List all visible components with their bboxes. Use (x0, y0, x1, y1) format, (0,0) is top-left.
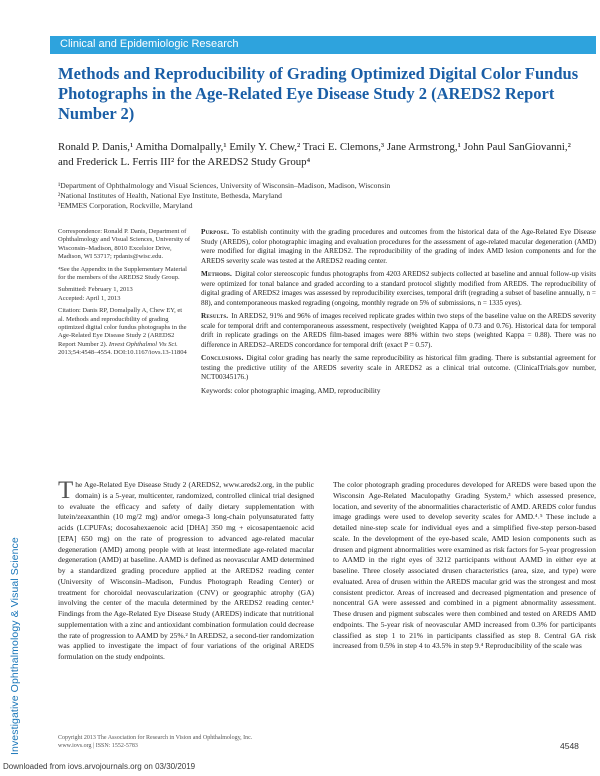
conclusions-text: Digital color grading has nearly the same reproducibility as historical film grading. There is substantial agreement for testing the predictive utility of the AREDS severity scale in AREDS2 as a clinical trial outcome. (ClinicalTrials.gov number, NCT00345176.) (201, 354, 596, 381)
keywords: Keywords: color photographic imaging, AMD, reproducibility (201, 386, 381, 395)
body-column-left (58, 477, 314, 663)
citation (58, 307, 190, 357)
copyright-line: Copyright 2013 The Association for Research in Vision and Ophthalmology, Inc. (58, 735, 253, 741)
citation-ref: 2013;54:4548–4554. DOI:10.1167/iovs.13-11804 (58, 349, 187, 357)
conclusions-label: Conclusions. (201, 354, 244, 362)
purpose-label: Purpose. (201, 228, 230, 236)
citation-journal: Invest Ophthalmol Vis Sci. (108, 340, 178, 348)
drop-cap: T (58, 477, 74, 504)
purpose-text: To establish continuity with the grading procedures and outcomes from the historical data of the Age-Related Eye Disease Study (AREDS), color photographic imaging and evaluation procedures for the assessment of age-related macular degeneration (AMD) were modified for digital imaging in the AREDS2. The reproducibility of the grading of index AMD lesion components and for the AREDS severity scale was tested at the AREDS2 reading center. (201, 228, 596, 265)
copyright-footer (58, 734, 358, 750)
abstract (201, 228, 596, 400)
correspondence: Correspondence: Ronald P. Danis, Department of Ophthalmology and Visual Sciences, University of Wisconsin–Madison, 8010 Excelsior Drive, Madison, WI 53717; rpdanis@wisc.edu. (58, 228, 190, 261)
author-list: Ronald P. Danis,¹ Amitha Domalpally,¹ Emily Y. Chew,² Traci E. Clemons,³ Jane Armstrong,¹ John Paul SanGiovanni,² and Frederick L. Ferris III² for the AREDS2 Study Group⁴ (58, 141, 571, 168)
dates (58, 286, 190, 303)
affiliation-line: ³EMMES Corporation, Rockville, Maryland (58, 201, 193, 210)
abstract-results (201, 312, 596, 350)
submitted-date: Submitted: February 1, 2013 (58, 286, 133, 294)
section-banner: Clinical and Epidemiologic Research (50, 36, 596, 54)
citation-main: Citation: Danis RP, Domalpally A, Chew EY, et al. Methods and reproducibility of grading optimized digital color fundus photographs in the Age-Related Eye Disease Study 2 (AREDS2 Report Number 2). (58, 307, 187, 348)
accepted-date: Accepted: April 1, 2013 (58, 294, 121, 302)
methods-label: Methods. (201, 270, 233, 278)
page-number: 4548 (560, 741, 579, 751)
journal-side-band (0, 0, 32, 776)
issn-line: www.iovs.org | ISSN: 1552-5783 (58, 743, 138, 749)
results-label: Results. (201, 312, 229, 320)
abstract-purpose (201, 228, 596, 266)
affiliations (58, 181, 588, 211)
affiliation-line: ²National Institutes of Health, National Eye Institute, Bethesda, Maryland (58, 191, 282, 200)
appendix-note: ⁴See the Appendix in the Supplementary Material for the members of the AREDS2 Study Group. (58, 265, 187, 282)
article-info-sidebar (58, 228, 190, 362)
body-left-text: he Age-Related Eye Disease Study 2 (AREDS2, www.areds2.org, in the public domain) is a 5-year, multicenter, randomized, controlled clinical trial designed to evaluate the efficacy and safety of daily dietary supplementation with lutein/zeaxanthin (10 mg/2 mg) and/or omega-3 long-chain polyunsaturated fatty acids (LCPUFAs; docosahexaenoic acid [DHA] 350 mg + eicosapentaenoic acid [EPA] 650 mg) on the rate of progression to advanced age-related macular degeneration (AMD) among people with at least intermediate age-related macular degeneration (AMD) at baseline. AAMD is defined as neovascular AMD determined by a standardized grading procedure applied at the AREDS2 reading center (University of Wisconsin–Madison, Fundus Photograph Reading Center) or treatment for choroidal neovascularization (CNV) or geographic atrophy (GA) involving the center of the macula determined by the AREDS2 reading center.¹ Findings from the Age-Related Eye Disease Study (AREDS) indicate that nutritional supplementation with a zinc and antioxidant combination formulation could decrease the rate of progression to AAMD by 25%.² In AREDS2, a second-tier randomization was applied to investigate the impact of four variations of the original AREDS formulation on the study endpoints. (58, 480, 314, 661)
download-watermark: Downloaded from iovs.arvojournals.org on 03/30/2019 (3, 762, 196, 771)
article-title: Methods and Reproducibility of Grading Optimized Digital Color Fundus Photographs in the Age-Related Eye Disease Study 2 (AREDS2 Report Number 2) (58, 64, 579, 123)
body-right-text: The color photograph grading procedures developed for AREDS were based upon the Wisconsin Age-Related Maculopathy Grading System,³ which assessed presence, location, and severity of the abnormalities characteristic of AMD. AREDS color fundus image gradings were used to develop severity scales for AMD.⁴˒⁵ These include a detailed nine-step scale for individual eyes and a simplified five-step person-based scale. In the development of the eye-based scale, AMD lesion components such as drusen and pigment abnormalities were examined as risk factors for 5-year progression to AAMD in the right eyes of 3212 participants without AAMD in either eye at baseline. Three closely associated drusen characteristics (area, size, and type) were evaluated. Area of drusen within the AREDS macular grid was the strongest and most consistent predictor. Areas of increased and decreased pigmentation and presence of noncentral GA were assessed and combined in a pigment abnormality assessment. These drusen and pigment subscales were then combined and tested on AREDS AMD endpoints. The 5-year risk of neovascular AMD increased from 0.3% for participants classified as step 1 to 21% in participants classified as step 8. Central GA risk increased from 0.5% in step 4 to 43.5% in step 9.⁴ Reproducibility of the scale was (333, 480, 596, 651)
body-column-right (333, 480, 596, 652)
abstract-conclusions (201, 354, 596, 383)
abstract-methods (201, 270, 596, 308)
methods-text: Digital color stereoscopic fundus photographs from 4203 AREDS2 subjects collected at baseline and annual follow-up visits were optimized for tonal balance and graded according to a standard protocol slightly modified from AREDS. The reproducibility of digital grading of AREDS2 images was assessed by reproducibility exercises, temporal drift (regrading a subset of baseline annually, n = 88), and contemporaneous masked regrading (ongoing, monthly regrade on 5% of submissions, n = 1335 eyes). (201, 270, 596, 307)
results-text: In AREDS2, 91% and 96% of images received replicate grades within two steps of the baseline value on the AREDS severity scale for temporal drift and contemporaneous assessment, respectively (weighted Kappa of 0.73 and 0.76). Historical data for temporal drift in replicate gradings on the AREDS film-based images were 88% within two steps (weighted Kappa = 0.88). There was no difference in AREDS2–AREDS concordance for temporal drift (exact P = 0.57). (201, 312, 596, 349)
journal-side-title: Investigative Ophthalmology & Visual Science (9, 537, 21, 755)
affiliation-line: ¹Department of Ophthalmology and Visual Sciences, University of Wisconsin–Madison, Madison, Wisconsin (58, 181, 391, 190)
